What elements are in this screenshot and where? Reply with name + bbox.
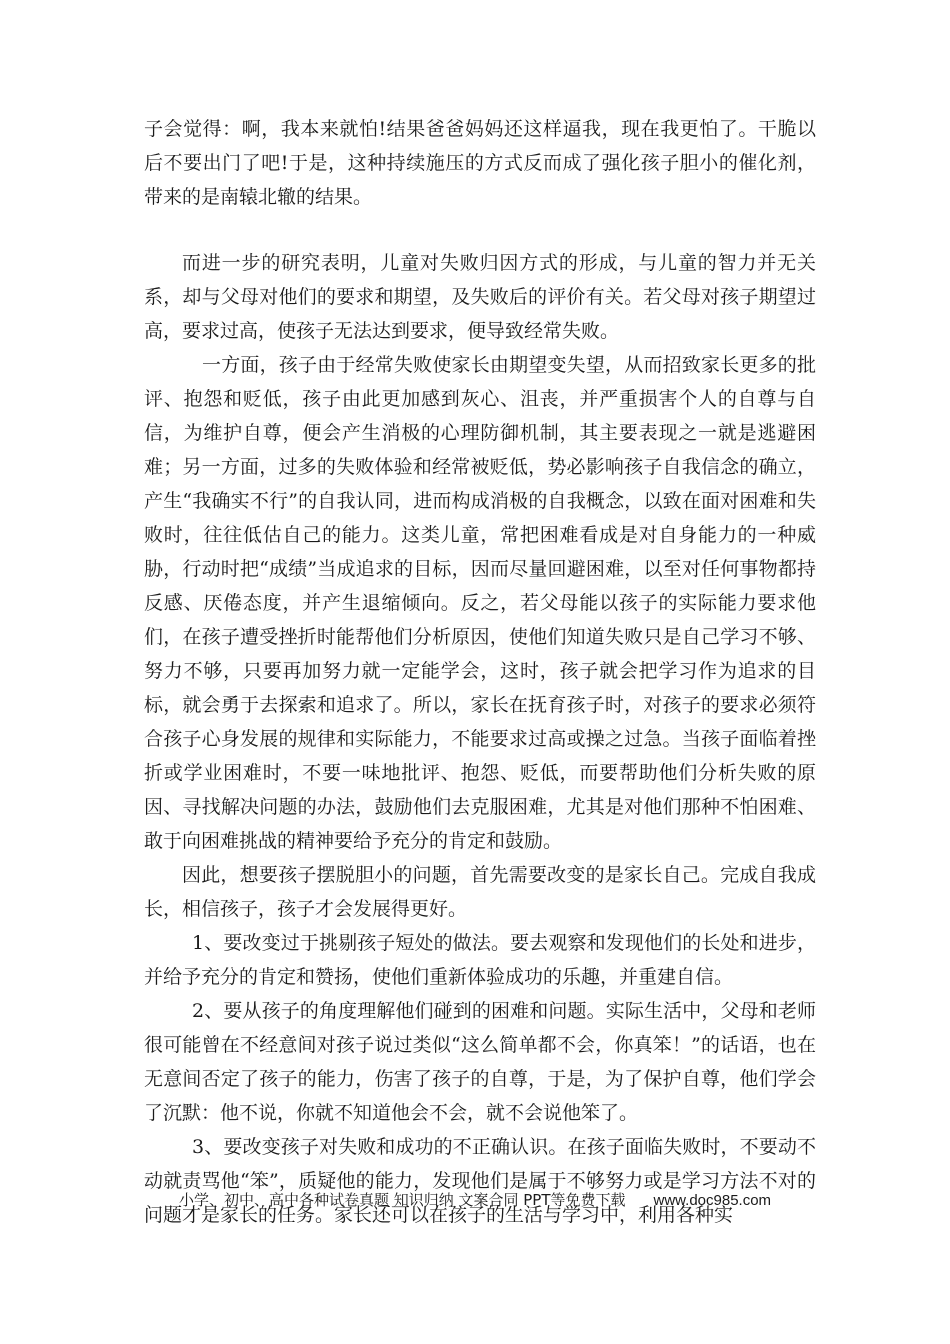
- list-item-2: 2、要从孩子的角度理解他们碰到的困难和问题。实际生活中，父母和老师很可能曾在不经意间对孩子说过类似“这么简单都不会，你真笨！”的话语，也在无意间否定了孩子的能力，伤害了孩子的自尊，于是，为了保护自尊，他们学会了沉默：他不说，你就不知道他会不会，就不会说他笨了。: [144, 1000, 816, 1124]
- list-item-3: 3、要改变孩子对失败和成功的不正确认识。在孩子面临失败时，不要动不动就责骂他“笨”，质疑他的能力，发现他们是属于不够努力或是学习方法不对的问题才是家长的任务。家长还可以在孩子的生活与学习中，利用各种实: [144, 1136, 816, 1226]
- paragraph-research: 而进一步的研究表明，儿童对失败归因方式的形成，与儿童的智力并无关系，却与父母对他们的要求和期望，及失败后的评价有关。若父母对孩子期望过高，要求过高，使孩子无法达到要求，便导致经常失败。: [144, 252, 816, 342]
- paragraph-gap: [144, 214, 816, 246]
- page-footer: [0, 1188, 950, 1213]
- footer-text: 小学、初中、高中各种试卷真题 知识归纳 文案合同 PPT等免费下载: [178, 1191, 626, 1209]
- document-body: [144, 112, 816, 1232]
- paragraph-continuation: 子会觉得：啊，我本来就怕!结果爸爸妈妈还这样逼我，现在我更怕了。干脆以后不要出门了吧!于是，这种持续施压的方式反而成了强化孩子胆小的催化剂，带来的是南辕北辙的结果。: [144, 118, 816, 208]
- paragraph-one-side: 一方面，孩子由于经常失败使家长由期望变失望，从而招致家长更多的批评、抱怨和贬低，孩子由此更加感到灰心、沮丧，并严重损害个人的自尊与自信，为维护自尊，便会产生消极的心理防御机制，其主要表现之一就是逃避困难；另一方面，过多的失败体验和经常被贬低，势必影响孩子自我信念的确立，产生“我确实不行”的自我认同，进而构成消极的自我概念，以致在面对困难和失败时，往往低估自己的能力。这类儿童，常把困难看成是对自身能力的一种威胁，行动时把“成绩”当成追求的目标，因而尽量回避困难，以至对任何事物都持反感、厌倦态度，并产生退缩倾向。反之，若父母能以孩子的实际能力要求他们，在孩子遭受挫折时能帮他们分析原因，使他们知道失败只是自己学习不够、努力不够，只要再加努力就一定能学会，这时，孩子就会把学习作为追求的目标，就会勇于去探索和追求了。所以，家长在抚育孩子时，对孩子的要求必须符合孩子心身发展的规律和实际能力，不能要求过高或操之过急。当孩子面临着挫折或学业困难时，不要一味地批评、抱怨、贬低，而要帮助他们分析失败的原因、寻找解决问题的办法，鼓励他们去克服困难，尤其是对他们那种不怕困难、敢于向困难挑战的精神要给予充分的肯定和鼓励。: [144, 354, 816, 852]
- list-item-1: 1、要改变过于挑剔孩子短处的做法。要去观察和发现他们的长处和进步，并给予充分的肯定和赞扬，使他们重新体验成功的乐趣，并重建自信。: [144, 932, 816, 988]
- paragraph-therefore: 因此，想要孩子摆脱胆小的问题，首先需要改变的是家长自己。完成自我成长，相信孩子，孩子才会发展得更好。: [144, 864, 816, 920]
- footer-url: www.doc985.com: [653, 1192, 772, 1209]
